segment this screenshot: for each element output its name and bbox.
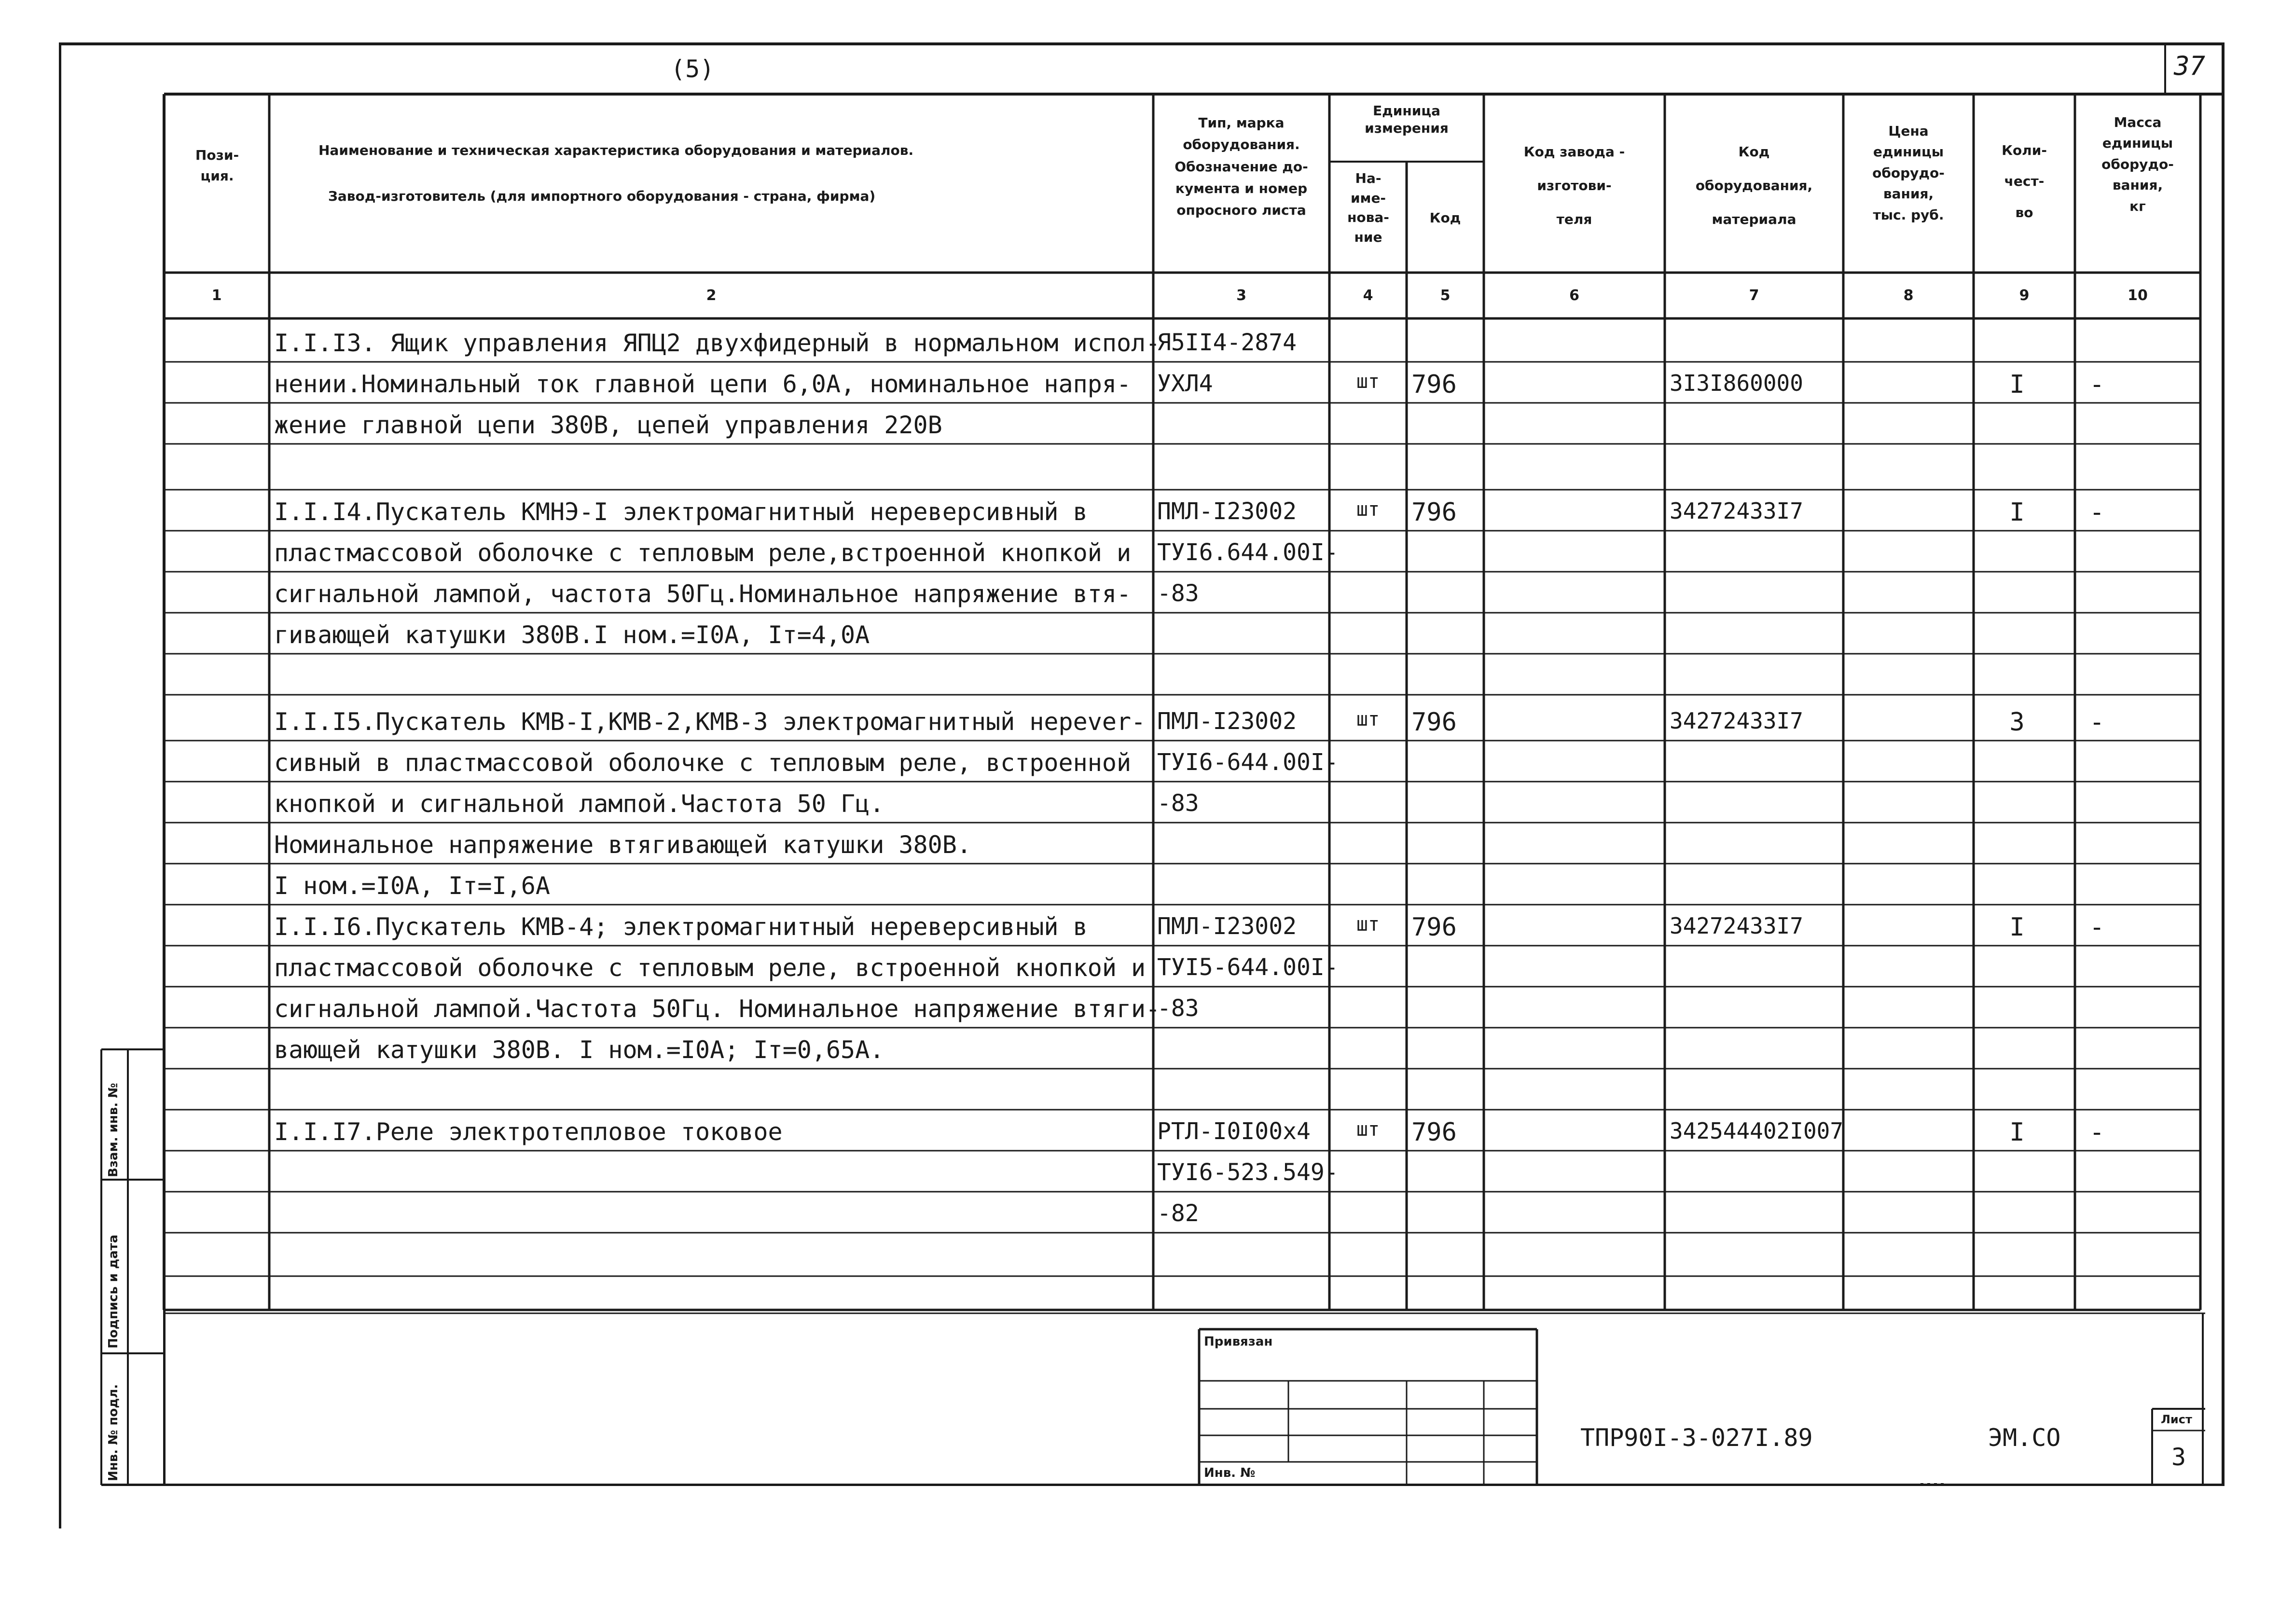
header-mass: Масса единицы оборудо- вания, кг <box>2101 114 2174 214</box>
row-type: ПМЛ-I23002 <box>1157 913 1297 940</box>
header-qty: Коли- чест- во <box>2002 142 2047 220</box>
row-description: I ном.=I0А, Iт=I,6А <box>274 872 550 900</box>
row-mass: - <box>2089 913 2105 942</box>
row-type: -82 <box>1157 1200 1199 1227</box>
column-number: 9 <box>2019 287 2030 304</box>
header-name-line2: Завод-изготовитель (для импортного оборудования - страна, фирма) <box>328 188 876 204</box>
row-type: ТУI6-644.00I- <box>1157 749 1339 776</box>
column-number: 8 <box>1903 287 1914 304</box>
column-number: 2 <box>706 287 717 304</box>
row-unit-code: 796 <box>1411 913 1457 942</box>
row-description: сигнальной лампой.Частота 50Гц. Номинальное напряжение втяги- <box>274 995 1161 1023</box>
column-number: 7 <box>1749 287 1759 304</box>
row-description: гивающей катушки 380В.I ном.=I0А, Iт=4,0А <box>274 621 870 649</box>
row-description: I.I.I6.Пускатель КМВ-4; электромагнитный нереверсивный в <box>274 913 1088 941</box>
row-description: I.I.I7.Реле электротепловое токовое <box>274 1118 783 1146</box>
row-equipment-code: 34272433I7 <box>1670 498 1803 524</box>
row-type: УХЛ4 <box>1157 370 1213 397</box>
row-type: -83 <box>1157 580 1199 607</box>
column-number: 4 <box>1363 287 1373 304</box>
row-type: ТУI6.644.00I- <box>1157 539 1339 566</box>
row-equipment-code: 3I3I860000 <box>1670 370 1803 396</box>
doc-section: ЭМ.СО <box>1988 1424 2061 1452</box>
doc-code: ТПР90I-3-027I.89 <box>1580 1424 1813 1452</box>
row-mass: - <box>2089 1118 2105 1147</box>
row-description: пластмассовой оболочке с тепловым реле, встроенной кнопкой и <box>274 954 1146 982</box>
column-number: 1 <box>211 287 222 304</box>
row-unit-code: 796 <box>1411 370 1457 399</box>
row-type: -83 <box>1157 790 1199 817</box>
header-unit-group: Единица измерения <box>1365 103 1449 137</box>
column-number: 5 <box>1440 287 1451 304</box>
row-type: Я5II4-2874 <box>1157 329 1297 356</box>
row-type: ТУI6-523.549- <box>1157 1159 1339 1186</box>
sheet-number: 3 <box>2171 1443 2186 1471</box>
row-equipment-code: 34272433I7 <box>1670 708 1803 734</box>
column-number: 10 <box>2128 287 2148 304</box>
row-equipment-code: 34272433I7 <box>1670 913 1803 939</box>
side-label-inv-podl: Инв. № подл. <box>106 1384 121 1481</box>
row-description: I.I.I4.Пускатель КМНЭ-I электромагнитный нереверсивный в <box>274 498 1088 526</box>
header-price: Цена единицы оборудо- вания, тыс. руб. <box>1872 123 1945 223</box>
sheet-top-number: (5) <box>671 55 715 83</box>
row-quantity: I <box>2009 913 2025 942</box>
header-position: Пози- ция. <box>195 147 239 184</box>
row-type: РТЛ-I0I00х4 <box>1157 1118 1311 1145</box>
side-label-vzam: Взам. инв. № <box>106 1083 121 1177</box>
row-mass: - <box>2089 498 2105 527</box>
header-maker-code: Код завода - изготови- теля <box>1523 144 1625 227</box>
page-corner-number: 37 <box>2174 51 2206 81</box>
row-unit-code: 796 <box>1411 498 1457 527</box>
row-quantity: 3 <box>2009 708 2025 737</box>
side-label-podpis: Подпись и дата <box>106 1234 121 1349</box>
row-description: вающей катушки 380В. I ном.=I0А; Iт=0,65А. <box>274 1036 884 1064</box>
stamp-inv-no: Инв. № <box>1204 1466 1256 1480</box>
row-unit-code: 796 <box>1411 708 1457 737</box>
row-unit: шт <box>1356 708 1380 730</box>
row-description: нении.Номинальный ток главной цепи 6,0А, номинальное напря- <box>274 370 1132 398</box>
row-type: -83 <box>1157 995 1199 1022</box>
column-number: 3 <box>1236 287 1246 304</box>
row-quantity: I <box>2009 370 2025 399</box>
row-quantity: I <box>2009 1118 2025 1147</box>
row-unit: шт <box>1356 1118 1380 1141</box>
row-description: Номинальное напряжение втягивающей катушки 380В. <box>274 831 971 859</box>
row-mass: - <box>2089 370 2105 399</box>
row-unit: шт <box>1356 371 1380 393</box>
row-description: I.I.I5.Пускатель КМВ-I,КМВ-2,КМВ-3 электромагнитный нерever- <box>274 708 1146 736</box>
stamp-privyazan: Привязан <box>1204 1335 1273 1349</box>
row-quantity: I <box>2009 498 2025 527</box>
row-type: ТУI5-644.00I- <box>1157 954 1339 981</box>
row-equipment-code: 342544402I007 <box>1670 1118 1844 1144</box>
row-unit: шт <box>1356 498 1380 521</box>
row-type: ПМЛ-I23002 <box>1157 498 1297 525</box>
row-description: жение главной цепи 380В, цепей управления 220В <box>274 411 942 439</box>
row-mass: - <box>2089 708 2105 737</box>
row-description: пластмассовой оболочке с тепловым реле,встроенной кнопкой и <box>274 539 1132 567</box>
row-description: сигнальной лампой, частота 50Гц.Номинальное напряжение втя- <box>274 580 1132 608</box>
row-description: I.I.I3. Ящик управления ЯПЦ2 двухфидерный в нормальном испол- <box>274 329 1161 357</box>
sheet-label: Лист <box>2161 1413 2192 1426</box>
header-unit-name: На- име- нова- ние <box>1347 170 1389 245</box>
header-type: Тип, марка оборудования. Обозначение до- кумента и номер опросного листа <box>1175 115 1308 219</box>
row-description: сивный в пластмассовой оболочке с тепловым реле, встроенной <box>274 749 1132 777</box>
header-unit-code: Код <box>1429 210 1461 226</box>
row-type: ПМЛ-I23002 <box>1157 708 1297 735</box>
header-equip-code: Код оборудования, материала <box>1695 144 1813 227</box>
row-unit: шт <box>1356 913 1380 936</box>
row-description: кнопкой и сигнальной лампой.Частота 50 Гц. <box>274 790 884 818</box>
column-number: 6 <box>1569 287 1579 304</box>
row-unit-code: 796 <box>1411 1118 1457 1147</box>
header-name-line1: Наименование и техническая характеристика оборудования и материалов. <box>318 142 914 158</box>
